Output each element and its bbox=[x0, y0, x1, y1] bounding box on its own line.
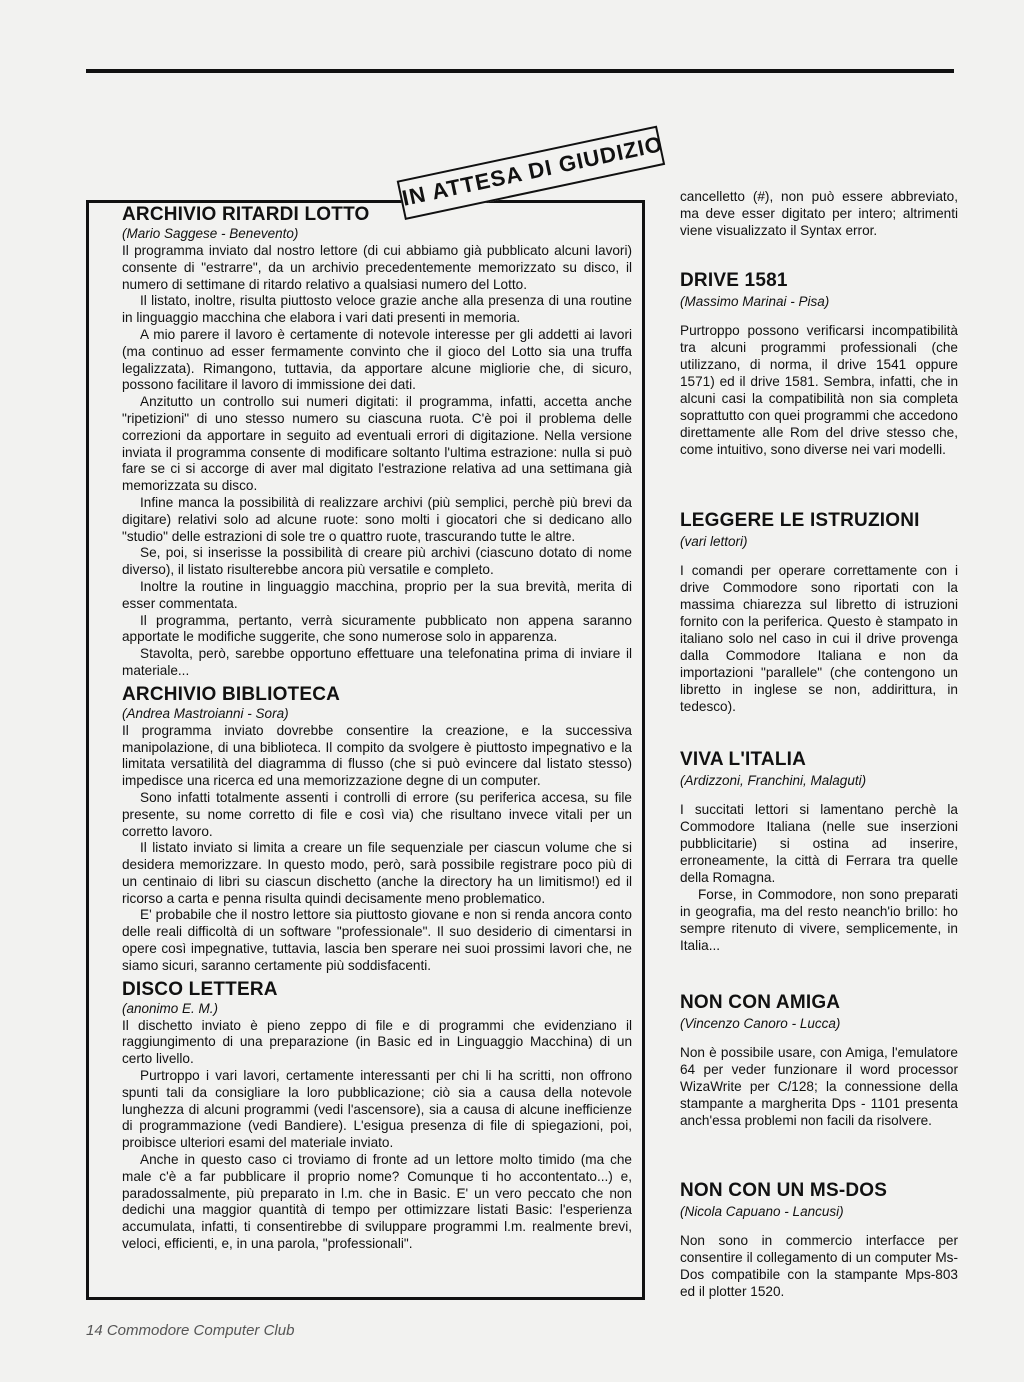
section-disco-lettera bbox=[122, 979, 632, 1253]
section-title: ARCHIVIO BIBLIOTECA bbox=[122, 683, 341, 705]
section-title: DISCO LETTERA bbox=[122, 978, 278, 1000]
section-leggere-le-istruzioni bbox=[680, 510, 958, 715]
pending-judgement-stamp: IN ATTESA DI GIUDIZIO bbox=[397, 126, 666, 220]
section-non-con-amiga bbox=[680, 992, 958, 1129]
section-viva-l-italia bbox=[680, 749, 958, 954]
section-author: (Andrea Mastroianni - Sora) bbox=[122, 705, 289, 721]
paragraph: Il listato inviato si limita a creare un file sequenziale per ciascun volume che si desidera memorizzare. In questo modo, però, sarà possibile registrare poco più di un centinaio di libri su ciascun dischetto (anche la directory ha un limitismo!) ed il ricorso a carta e penna risulta quindi decisamente meno problematico. bbox=[122, 840, 632, 906]
paragraph: E' probabile che il nostro lettore sia piuttosto giovane e non si renda ancora conto delle reali difficoltà di un software "professionale". Il suo desiderio di cimentarsi in opere così impegnative, tuttavia, lascia ben sperare nei suoi prossimi lavori che, ne siamo sicuri, saranno certamente più soddisfacenti. bbox=[122, 907, 632, 973]
paragraph: Purtroppo possono verificarsi incompatibilità tra alcuni programmi professionali (che utilizzano, di norma, il drive 1541 oppure 1571) ed il drive 1581. Sembra, infatti, che in alcuni casi la compatibilità non sia completa soprattutto con quei programmi che accedono direttamente alle Rom del drive stesso che, come intuitivo, sono diverse nei vari modelli. bbox=[680, 323, 958, 457]
paragraph: Anzitutto un controllo sui numeri digitati: il programma, infatti, accetta anche "ripetizioni" di uno stesso numero su ciascuna ruota. C'è poi il problema delle correzioni da apportare in seguito ad eventuali errori di digitazione. Nella versione inviata il programma consente di modificare soltanto l'ultima estrazione: nulla si può fare se ci si accorge di aver mal digitato l'estrazione relativa ad una settimana già memorizzata su disco. bbox=[122, 394, 632, 494]
paragraph: Sono infatti totalmente assenti i controlli di errore (su periferica accesa, su file presente, su nome corretto di file e così via) che risultano invece vitali per un corretto lavoro. bbox=[122, 789, 632, 839]
section-title: VIVA L'ITALIA bbox=[680, 749, 807, 770]
paragraph: I succitati lettori si lamentano perchè la Commodore Italiana (nelle sue inserzioni pubblicitarie) si ostina ad inserire, erroneamente, la città di Ferrara tra quelle della Romagna. bbox=[680, 802, 958, 885]
section-title: DRIVE 1581 bbox=[680, 270, 788, 291]
paragraph: A mio parere il lavoro è certamente di notevole interesse per gli addetti ai lavori (ma continuo ad esser fermamente convinto che il gioco del Lotto sia una truffa legalizzata). Rimangono, tuttavia, da apportare alcune migliorie che, di sicuro, possono facilitare il lavoro di immissione dei dati. bbox=[122, 326, 632, 393]
paragraph: Inoltre la routine in linguaggio macchina, proprio per la sua brevità, merita di esser commentata. bbox=[122, 578, 632, 611]
section-non-con-un-ms-dos bbox=[680, 1180, 958, 1300]
paragraph: Purtroppo i vari lavori, certamente interessanti per chi li ha scritti, non offrono spunti tali da consigliare la loro pubblicazione; ciò sia a causa della notevole lunghezza di alcuni programmi (vedi l'ascensore), sia a causa di alcune inefficienze di programmazione (vedi Bandiere). L'esigua presenza di file di spiegazioni, poi, proibisce ulteriori esami del materiale inviato. bbox=[122, 1068, 632, 1151]
section-archivio-ritardi-lotto bbox=[122, 204, 632, 680]
section-title: NON CON AMIGA bbox=[680, 992, 841, 1013]
paragraph: Infine manca la possibilità di realizzare archivi (più semplici, perchè più brevi da digitare) relativi solo ad alcune ruote: sono molti i giocatori che si dedicano allo "studio" delle estrazioni di sole tre o quattro ruote, trascurando tutte le altre. bbox=[122, 494, 632, 544]
paragraph: cancelletto (#), non può essere abbreviato, ma deve esser digitato per intero; altrimenti viene visualizzato il Syntax error. bbox=[680, 189, 958, 238]
paragraph: Se, poi, si inserisse la possibilità di creare più archivi (ciascuno dotato di nome diverso), il listato risulterebbe ancora più versatile e completo. bbox=[122, 545, 632, 578]
paragraph: Non sono in commercio interfacce per consentire il collegamento di un computer Ms-Dos compatibile con la stampante Mps-803 ed il plotter 1520. bbox=[680, 1233, 958, 1299]
page-footer: 14 Commodore Computer Club bbox=[86, 1322, 295, 1339]
paragraph: Anche in questo caso ci troviamo di fronte ad un lettore molto timido (ma che male c'è a far pubblicare il proprio nome? Comunque ti ho accontentato...) e, paradossalmente, più preparato in l.m. che in Basic. E' un vero peccato che non dedichi una maggior quantità di tempo per ottimizzare listati Basic: l'esperienza accumulata, infatti, ti consentirebbe di sviluppare programmi l.m. realmente brevi, veloci, efficienti, e, in una parola, "professionali". bbox=[122, 1152, 632, 1252]
section-author: (Nicola Capuano - Lancusi) bbox=[680, 1204, 844, 1219]
paragraph: Non è possibile usare, con Amiga, l'emulatore 64 per veder funzionare il word processor WizaWrite per C/128; la connessione della stampante a margherita Dps - 1101 presenta anch'essa problemi non facili da risolvere. bbox=[680, 1045, 958, 1128]
section-author: (Mario Saggese - Benevento) bbox=[122, 226, 299, 241]
left-column bbox=[122, 204, 632, 1257]
paragraph: Forse, in Commodore, non sono preparati in geografia, ma del resto neanch'io brillo: ho sempre ritenuto di vivere, semplicemente, in Italia... bbox=[680, 887, 958, 953]
section-author: (Massimo Marinai - Pisa) bbox=[680, 294, 830, 309]
paragraph: Il listato, inoltre, risulta piuttosto veloce grazie anche alla presenza di una routine in linguaggio macchina che elabora i vari dati presenti in memoria. bbox=[122, 293, 632, 326]
section-archivio-biblioteca bbox=[122, 684, 632, 975]
top-rule bbox=[86, 69, 954, 73]
paragraph: Il programma, pertanto, verrà sicuramente pubblicato non appena saranno apportate le modifiche suggerite, che sono numerose solo in apparenza. bbox=[122, 612, 632, 645]
section-author: (Vincenzo Canoro - Lucca) bbox=[680, 1016, 841, 1031]
paragraph: Il programma inviato dovrebbe consentire la creazione, e la successiva manipolazione, di una biblioteca. Il compito da svolgere è piuttosto impegnativo e la limitata versatilità del diagramma di flusso (che si può evincere dal listato stesso) impedisce una ricerca ed una memorizzazione degne di un computer. bbox=[122, 722, 632, 789]
section-author: (vari lettori) bbox=[680, 534, 748, 549]
section-title: ARCHIVIO RITARDI LOTTO bbox=[122, 204, 370, 225]
section-author: (Ardizzoni, Franchini, Malaguti) bbox=[680, 773, 867, 788]
section-title: NON CON UN MS-DOS bbox=[680, 1180, 888, 1201]
paragraph: Stavolta, però, sarebbe opportuno effettuare una telefonatina prima di inviare il materiale... bbox=[122, 646, 632, 678]
section-title: LEGGERE LE ISTRUZIONI bbox=[680, 510, 920, 531]
section-author: (anonimo E. M.) bbox=[122, 1000, 219, 1016]
section-continued bbox=[680, 188, 958, 239]
paragraph: I comandi per operare correttamente con i drive Commodore sono riportati con la massima chiarezza sul libretto di istruzioni fornito con la periferica. Questo è stampato in italiano solo nel caso in cui il drive provenga dalla Commodore Italiana e non da importazioni "parallele" (che contengono un libretto in inglese se non, addirittura, in tedesco). bbox=[680, 563, 958, 714]
paragraph: Il programma inviato dal nostro lettore (di cui abbiamo già pubblicato alcuni lavori) consente di "estrarre", da un archivio precedentemente memorizzato su disco, il numero di settimane di ritardo relativo a qualsiasi numero del Lotto. bbox=[122, 243, 632, 292]
section-drive-1581 bbox=[680, 270, 958, 458]
paragraph: Il dischetto inviato è pieno zeppo di file e di programmi che evidenziano il raggiungimento di una preparazione (in Basic ed in Linguaggio Macchina) di un certo livello. bbox=[122, 1017, 632, 1067]
